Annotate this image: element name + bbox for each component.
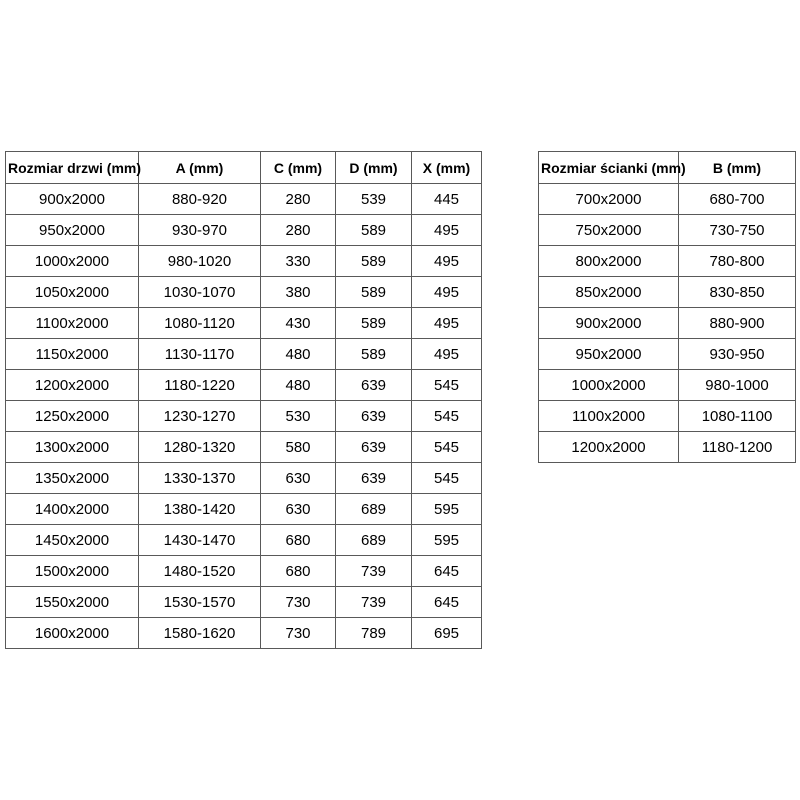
- table-cell: 595: [412, 494, 482, 525]
- table-row: [6, 463, 482, 494]
- table-cell: 780-800: [679, 246, 796, 277]
- column-header: Rozmiar ścianki (mm): [539, 152, 679, 184]
- table-cell: 700x2000: [539, 184, 679, 215]
- table-cell: 830-850: [679, 277, 796, 308]
- table-cell: 1080-1100: [679, 401, 796, 432]
- table-cell: 1050x2000: [6, 277, 139, 308]
- table-cell: 1000x2000: [6, 246, 139, 277]
- table-row: [6, 215, 482, 246]
- table-cell: 1180-1200: [679, 432, 796, 463]
- table-cell: 1100x2000: [539, 401, 679, 432]
- table-cell: 680: [261, 556, 336, 587]
- table-cell: 380: [261, 277, 336, 308]
- table-cell: 495: [412, 308, 482, 339]
- table-cell: 1580-1620: [139, 618, 261, 649]
- table-cell: 545: [412, 370, 482, 401]
- table-row: [539, 277, 796, 308]
- table-row: [6, 308, 482, 339]
- table-row: [6, 556, 482, 587]
- table-cell: 1480-1520: [139, 556, 261, 587]
- table-row: [539, 184, 796, 215]
- column-header: X (mm): [412, 152, 482, 184]
- table-cell: 589: [336, 277, 412, 308]
- table-cell: 1300x2000: [6, 432, 139, 463]
- table-cell: 695: [412, 618, 482, 649]
- table-cell: 1200x2000: [539, 432, 679, 463]
- table-cell: 480: [261, 339, 336, 370]
- table-cell: 495: [412, 277, 482, 308]
- table-cell: 639: [336, 370, 412, 401]
- table-cell: 530: [261, 401, 336, 432]
- table-cell: 950x2000: [6, 215, 139, 246]
- table-cell: 539: [336, 184, 412, 215]
- table-cell: 789: [336, 618, 412, 649]
- table-cell: 689: [336, 494, 412, 525]
- table-cell: 645: [412, 556, 482, 587]
- table-cell: 545: [412, 401, 482, 432]
- table-cell: 739: [336, 556, 412, 587]
- table-cell: 639: [336, 432, 412, 463]
- table-row: [6, 525, 482, 556]
- table-row: [6, 277, 482, 308]
- column-header: Rozmiar drzwi (mm): [6, 152, 139, 184]
- table-cell: 680-700: [679, 184, 796, 215]
- table-cell: 1180-1220: [139, 370, 261, 401]
- table-cell: 1380-1420: [139, 494, 261, 525]
- table-cell: 750x2000: [539, 215, 679, 246]
- table-cell: 1230-1270: [139, 401, 261, 432]
- table-cell: 445: [412, 184, 482, 215]
- table-cell: 595: [412, 525, 482, 556]
- table-cell: 589: [336, 246, 412, 277]
- header-row: [6, 152, 482, 184]
- table-cell: 280: [261, 215, 336, 246]
- column-header: C (mm): [261, 152, 336, 184]
- table-cell: 1400x2000: [6, 494, 139, 525]
- table-cell: 900x2000: [6, 184, 139, 215]
- table-cell: 730-750: [679, 215, 796, 246]
- header-row: [539, 152, 796, 184]
- table-cell: 1150x2000: [6, 339, 139, 370]
- table-cell: 639: [336, 401, 412, 432]
- column-header: A (mm): [139, 152, 261, 184]
- table-cell: 1450x2000: [6, 525, 139, 556]
- table-row: [539, 432, 796, 463]
- table-row: [6, 494, 482, 525]
- table-cell: 580: [261, 432, 336, 463]
- column-header: B (mm): [679, 152, 796, 184]
- wall-size-table: [538, 151, 796, 463]
- table-cell: 980-1000: [679, 370, 796, 401]
- table-row: [6, 618, 482, 649]
- table-row: [539, 246, 796, 277]
- table-cell: 495: [412, 339, 482, 370]
- table-cell: 1600x2000: [6, 618, 139, 649]
- table-row: [6, 587, 482, 618]
- table-row: [6, 401, 482, 432]
- table-cell: 495: [412, 215, 482, 246]
- table-cell: 1500x2000: [6, 556, 139, 587]
- table-cell: 1100x2000: [6, 308, 139, 339]
- table-cell: 1080-1120: [139, 308, 261, 339]
- table-row: [539, 215, 796, 246]
- table-cell: 1330-1370: [139, 463, 261, 494]
- table-cell: 1250x2000: [6, 401, 139, 432]
- table-row: [6, 184, 482, 215]
- door-size-table: [5, 151, 482, 649]
- table-row: [539, 308, 796, 339]
- table-cell: 430: [261, 308, 336, 339]
- table-cell: 589: [336, 215, 412, 246]
- table-cell: 480: [261, 370, 336, 401]
- table-row: [539, 370, 796, 401]
- table-cell: 1280-1320: [139, 432, 261, 463]
- table-cell: 800x2000: [539, 246, 679, 277]
- table-row: [6, 432, 482, 463]
- table-row: [6, 339, 482, 370]
- table-cell: 950x2000: [539, 339, 679, 370]
- table-cell: 1000x2000: [539, 370, 679, 401]
- table-cell: 900x2000: [539, 308, 679, 339]
- table-cell: 630: [261, 463, 336, 494]
- table-cell: 880-900: [679, 308, 796, 339]
- table-cell: 630: [261, 494, 336, 525]
- table-cell: 1530-1570: [139, 587, 261, 618]
- table-cell: 1030-1070: [139, 277, 261, 308]
- table-cell: 645: [412, 587, 482, 618]
- table-cell: 1350x2000: [6, 463, 139, 494]
- table-cell: 880-920: [139, 184, 261, 215]
- table-cell: 280: [261, 184, 336, 215]
- table-row: [6, 370, 482, 401]
- table-cell: 589: [336, 308, 412, 339]
- table-cell: 639: [336, 463, 412, 494]
- table-row: [539, 401, 796, 432]
- table-cell: 1130-1170: [139, 339, 261, 370]
- table-cell: 930-950: [679, 339, 796, 370]
- table-cell: 730: [261, 587, 336, 618]
- table-cell: 545: [412, 432, 482, 463]
- table-cell: 1200x2000: [6, 370, 139, 401]
- table-cell: 689: [336, 525, 412, 556]
- table-cell: 930-970: [139, 215, 261, 246]
- table-cell: 545: [412, 463, 482, 494]
- table-cell: 1550x2000: [6, 587, 139, 618]
- table-row: [6, 246, 482, 277]
- table-cell: 495: [412, 246, 482, 277]
- table-cell: 850x2000: [539, 277, 679, 308]
- table-cell: 330: [261, 246, 336, 277]
- table-cell: 739: [336, 587, 412, 618]
- table-cell: 980-1020: [139, 246, 261, 277]
- table-row: [539, 339, 796, 370]
- table-cell: 680: [261, 525, 336, 556]
- column-header: D (mm): [336, 152, 412, 184]
- table-cell: 1430-1470: [139, 525, 261, 556]
- table-cell: 589: [336, 339, 412, 370]
- table-cell: 730: [261, 618, 336, 649]
